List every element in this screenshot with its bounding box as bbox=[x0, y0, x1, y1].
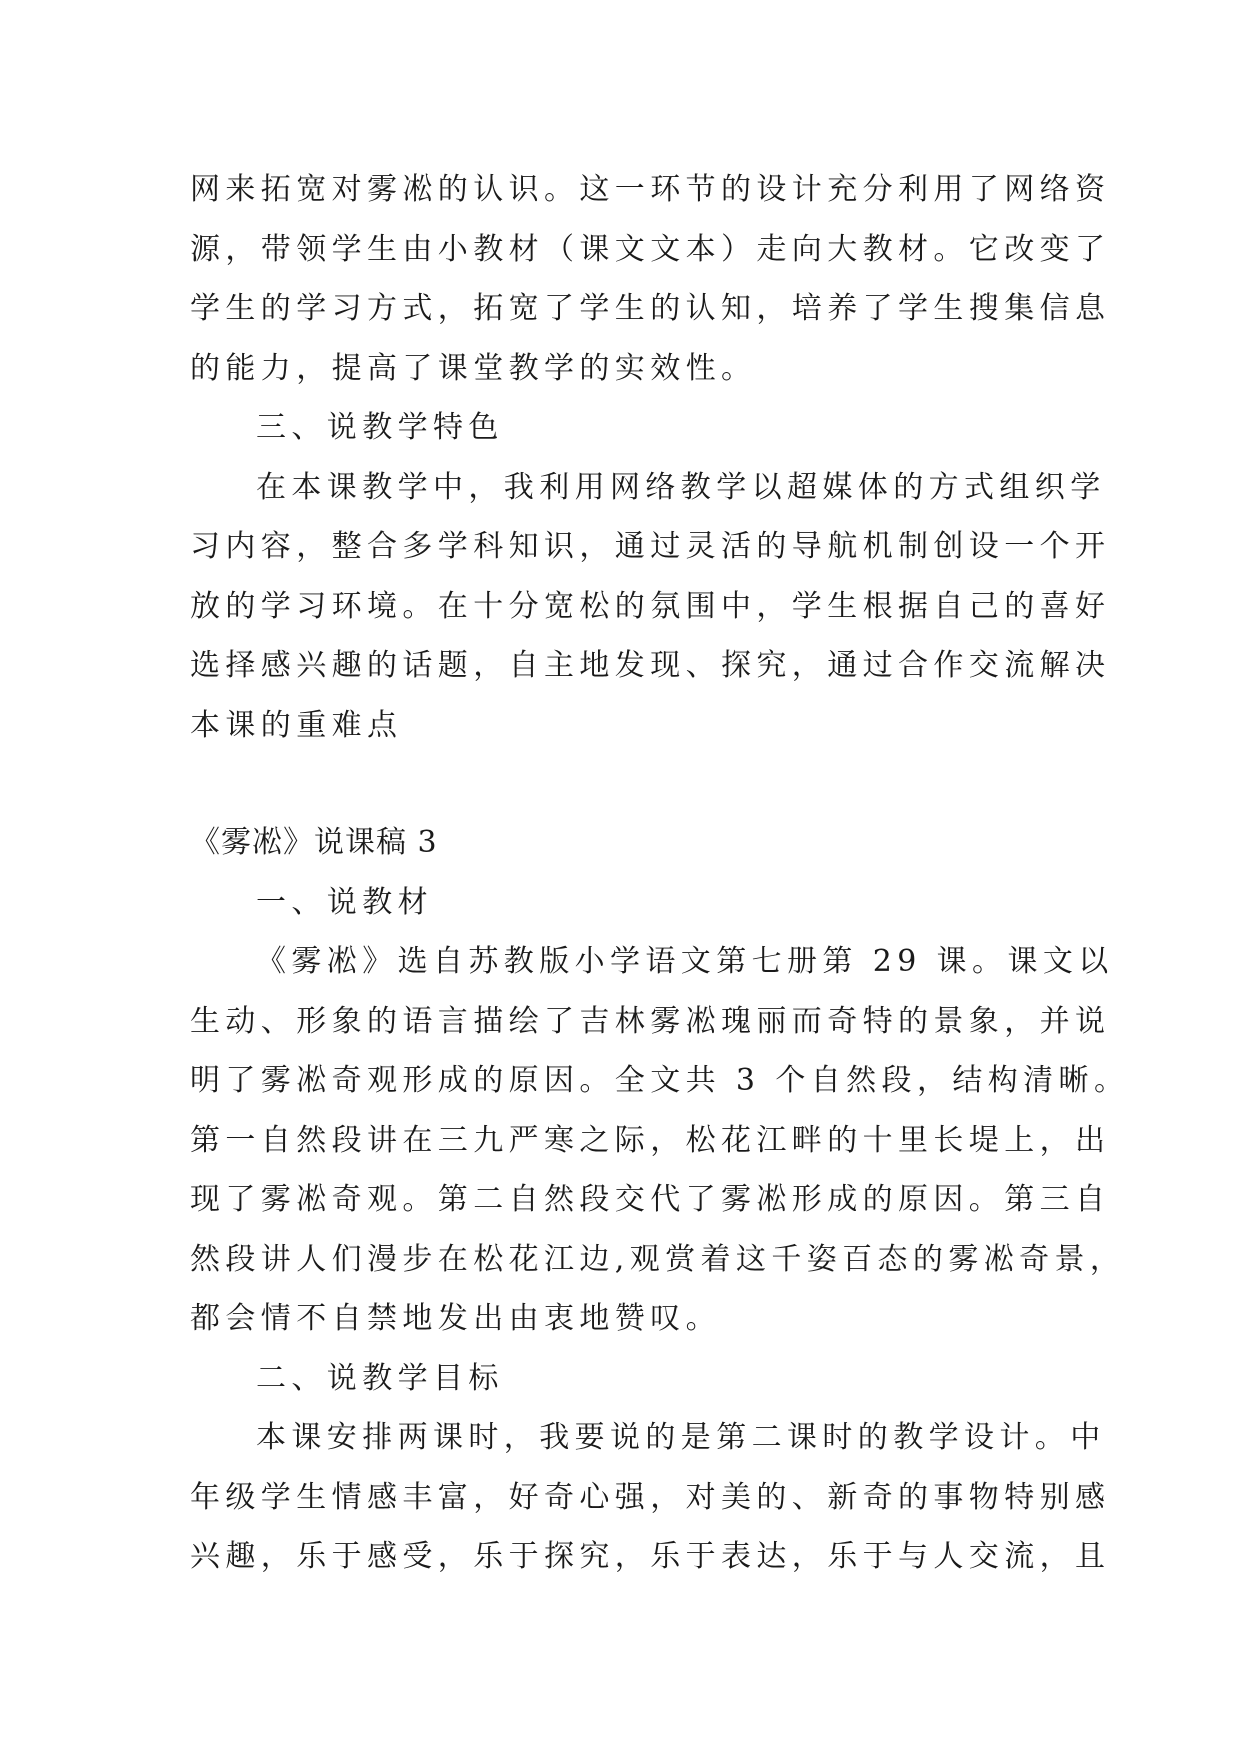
section-heading-teaching-features: 三、说教学特色 bbox=[256, 410, 504, 445]
text-line: 选择感兴趣的话题，自主地发现、探究，通过合作交流解决 bbox=[190, 648, 1111, 683]
text-line: 现了雾凇奇观。第二自然段交代了雾凇形成的原因。第三自 bbox=[190, 1182, 1111, 1217]
text-line: 兴趣，乐于感受，乐于探究，乐于表达，乐于与人交流，且 bbox=[190, 1539, 1111, 1574]
text-line: 都会情不自禁地发出由衷地赞叹。 bbox=[190, 1301, 721, 1336]
paragraph-teaching-features bbox=[190, 458, 1111, 756]
section-gap bbox=[190, 755, 1070, 813]
document-title: 《雾凇》说课稿 3 bbox=[190, 825, 438, 860]
section-heading-teaching-goals: 二、说教学目标 bbox=[256, 1360, 504, 1396]
text-line: 年级学生情感丰富，好奇心强，对美的、新奇的事物特别感 bbox=[190, 1479, 1111, 1515]
paragraph-teaching-goals bbox=[190, 1408, 1111, 1587]
text-line: 本课的重难点 bbox=[190, 707, 403, 743]
text-line: 网来拓宽对雾凇的认识。这一环节的设计充分利用了网络资 bbox=[190, 172, 1111, 207]
text-line: 然段讲人们漫步在松花江边,观赏着这千姿百态的雾凇奇景， bbox=[190, 1241, 1126, 1277]
text-line: 本课安排两课时，我要说的是第二课时的教学设计。中 bbox=[256, 1420, 1106, 1455]
section-heading-textbook: 一、说教材 bbox=[256, 884, 433, 920]
text-line: 的能力，提高了课堂教学的实效性。 bbox=[190, 350, 757, 386]
text-line: 放的学习环境。在十分宽松的氛围中，学生根据自己的喜好 bbox=[190, 588, 1111, 624]
text-line: 学生的学习方式，拓宽了学生的认知，培养了学生搜集信息 bbox=[190, 291, 1111, 326]
text-line: 第一自然段讲在三九严寒之际，松花江畔的十里长堤上，出 bbox=[190, 1122, 1111, 1158]
text-line: 在本课教学中，我利用网络教学以超媒体的方式组织学 bbox=[256, 469, 1106, 505]
paragraph-network-resources bbox=[190, 160, 1111, 398]
text-line: 生动、形象的语言描绘了吉林雾凇瑰丽而奇特的景象，并说 bbox=[190, 1003, 1111, 1039]
text-line: 《雾凇》选自苏教版小学语文第七册第 29 课。课文以 bbox=[256, 944, 1114, 979]
document-page bbox=[190, 160, 1130, 1587]
text-line: 明了雾凇奇观形成的原因。全文共 3 个自然段，结构清晰。 bbox=[190, 1063, 1130, 1098]
paragraph-textbook bbox=[190, 932, 1130, 1349]
text-line: 习内容，整合多学科知识，通过灵活的导航机制创设一个开 bbox=[190, 529, 1111, 564]
text-line: 源，带领学生由小教材（课文文本）走向大教材。它改变了 bbox=[190, 231, 1111, 267]
